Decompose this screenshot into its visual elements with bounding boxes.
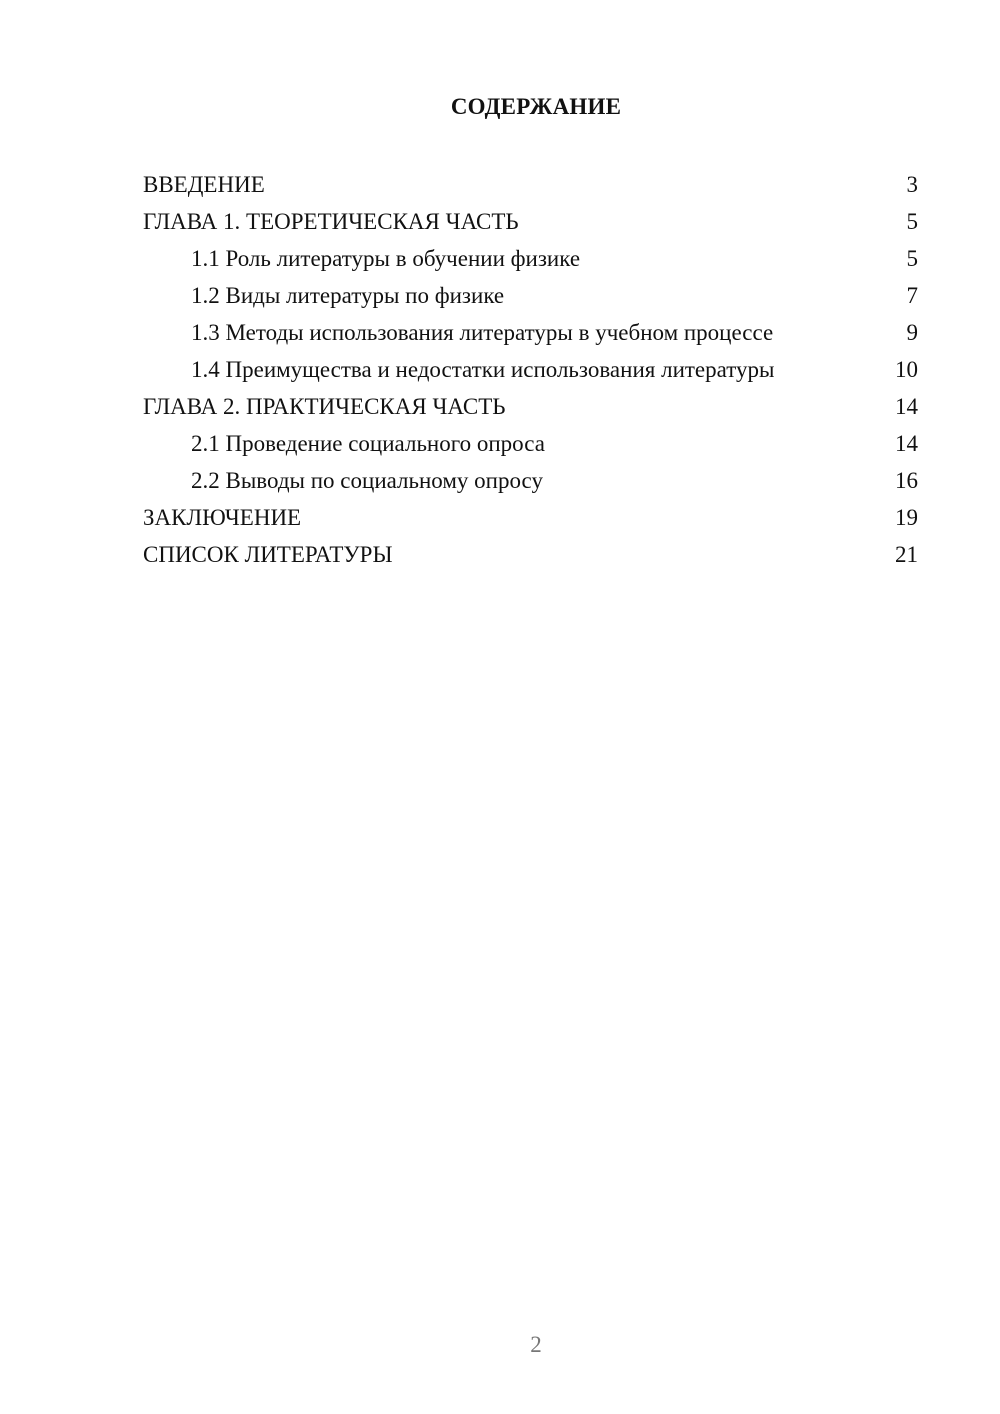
- toc-entry-label: СПИСОК ЛИТЕРАТУРЫ: [143, 542, 393, 567]
- toc-entry-chapter-1[interactable]: [143, 205, 918, 242]
- toc-entry-page: 16: [895, 468, 918, 493]
- toc-entry-section-2-1[interactable]: [143, 427, 918, 464]
- page-number: 2: [530, 1332, 542, 1357]
- toc-entry-label: 1.1 Роль литературы в обучении физике: [191, 246, 581, 271]
- toc-entry-label: ГЛАВА 1. ТЕОРЕТИЧЕСКАЯ ЧАСТЬ: [143, 209, 519, 234]
- toc-entry-section-1-4[interactable]: [143, 353, 918, 390]
- toc-entry-label: 1.3 Методы использования литературы в учебном процессе: [191, 320, 774, 345]
- toc-entry-page: 7: [906, 283, 918, 308]
- toc-entry-page: 5: [906, 246, 918, 271]
- toc-entry-label: ЗАКЛЮЧЕНИЕ: [143, 505, 302, 530]
- toc-entry-label: 1.2 Виды литературы по физике: [191, 283, 505, 308]
- toc-entry-section-1-2[interactable]: [143, 279, 918, 316]
- toc-entry-label: ВВЕДЕНИЕ: [143, 172, 265, 197]
- toc-entry-page: 5: [906, 209, 918, 234]
- toc-entry-page: 10: [895, 357, 918, 382]
- toc-entry-label: 1.4 Преимущества и недостатки использования литературы: [191, 357, 775, 382]
- toc-entry-label: 2.2 Выводы по социальному опросу: [191, 468, 543, 493]
- toc-entry-page: 3: [906, 172, 918, 197]
- page-title: СОДЕРЖАНИЕ: [450, 94, 622, 119]
- toc-entry-bibliography[interactable]: [143, 538, 918, 575]
- toc-entry-page: 9: [906, 320, 918, 345]
- toc-entry-section-2-2[interactable]: [143, 464, 918, 501]
- toc-entry-page: 14: [895, 431, 918, 456]
- toc-entry-page: 14: [895, 394, 918, 419]
- toc-entry-chapter-2[interactable]: [143, 390, 918, 427]
- table-of-contents: [143, 168, 918, 575]
- toc-entry-section-1-3[interactable]: [143, 316, 918, 353]
- toc-entry-introduction[interactable]: [143, 168, 918, 205]
- toc-entry-conclusion[interactable]: [143, 501, 918, 538]
- toc-entry-label: 2.1 Проведение социального опроса: [191, 431, 545, 456]
- toc-entry-page: 21: [895, 542, 918, 567]
- toc-entry-page: 19: [895, 505, 918, 530]
- toc-entry-label: ГЛАВА 2. ПРАКТИЧЕСКАЯ ЧАСТЬ: [143, 394, 506, 419]
- toc-entry-section-1-1[interactable]: [143, 242, 918, 279]
